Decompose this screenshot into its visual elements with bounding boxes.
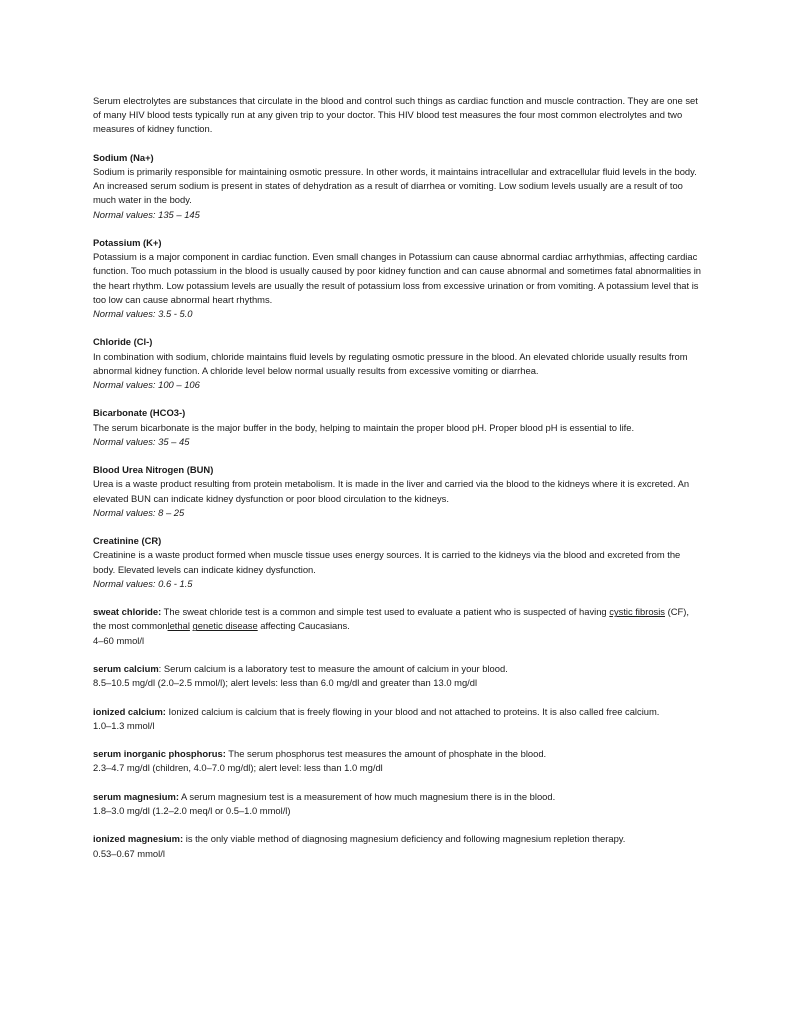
section-body: The serum bicarbonate is the major buffer in the body, helping to maintain the proper blood pH. Proper blood pH is essential to life. bbox=[93, 421, 635, 433]
reference-value: 2.3–4.7 mg/dl (children, 4.0–7.0 mg/dl); alert level: less than 1.0 mg/dl bbox=[93, 762, 383, 774]
section-serum-calcium bbox=[93, 662, 701, 690]
inline-text: The serum phosphorus test measures the amount of phosphate in the blood. bbox=[225, 748, 547, 760]
normal-values: Normal values: 3.5 - 5.0 bbox=[93, 308, 193, 320]
normal-values: Normal values: 135 – 145 bbox=[93, 208, 200, 220]
normal-values: Normal values: 35 – 45 bbox=[93, 435, 190, 447]
intro-paragraph: Serum electrolytes are substances that circulate in the blood and control such things as cardiac function and muscle contraction. They are one set of many HIV blood tests typically run at any given trip to your doctor. This HIV blood test measures the four most common electrolytes and two measures of kidney function. bbox=[93, 95, 698, 135]
section-ionized-calcium bbox=[93, 705, 701, 733]
section-heading: Creatinine (CR) bbox=[93, 535, 162, 547]
genetic-disease-link[interactable]: genetic disease bbox=[192, 620, 258, 632]
reference-value: 8.5–10.5 mg/dl (2.0–2.5 mmol/l); alert levels: less than 6.0 mg/dl and greater than 13.0 mg/dl bbox=[93, 677, 478, 689]
inline-term: ionized calcium: bbox=[93, 705, 166, 717]
section-heading: Chloride (Cl-) bbox=[93, 336, 153, 348]
inline-term: ionized magnesium: bbox=[93, 833, 184, 845]
section-heading: Potassium (K+) bbox=[93, 237, 162, 248]
inline-description bbox=[93, 747, 701, 761]
inline-text: (CF), the most common bbox=[93, 606, 689, 632]
reference-value: 1.0–1.3 mmol/l bbox=[93, 719, 155, 731]
inline-term: serum calcium bbox=[93, 663, 159, 674]
section-body: In combination with sodium, chloride maintains fluid levels by regulating osmotic pressure in the blood. An elevated chloride usually results from abnormal kidney function. A chloride level below normal usually results from excessive vomiting or diarrhea. bbox=[93, 350, 688, 376]
reference-value: 4–60 mmol/l bbox=[93, 634, 145, 646]
inline-description bbox=[93, 790, 701, 804]
inline-description bbox=[93, 662, 701, 676]
inline-text: The sweat chloride test is a common and simple test used to evaluate a patient who is suspected of having bbox=[161, 606, 610, 618]
inline-term: serum inorganic phosphorus: bbox=[93, 748, 226, 760]
normal-values: Normal values: 0.6 - 1.5 bbox=[93, 577, 193, 589]
inline-text: is the only viable method of diagnosing magnesium deficiency and following magnesium repletion therapy. bbox=[183, 833, 626, 845]
section-heading: Blood Urea Nitrogen (BUN) bbox=[93, 464, 214, 476]
inline-term: sweat chloride: bbox=[93, 606, 162, 618]
inline-term: serum magnesium: bbox=[93, 790, 179, 802]
section-sweat-chloride bbox=[93, 605, 701, 648]
section-serum-phosphorus bbox=[93, 747, 701, 775]
inline-text: : Serum calcium is a laboratory test to measure the amount of calcium in your blood. bbox=[158, 663, 508, 674]
reference-value: 1.8–3.0 mg/dl (1.2–2.0 meq/l or 0.5–1.0 mmol/l) bbox=[93, 804, 291, 816]
section-body: Sodium is primarily responsible for maintaining osmotic pressure. In other words, it maintains intracellular and extracellular fluid levels in the body. An increased serum sodium is present in states of dehydration as a result of diarrhea or vomiting. Low sodium levels usually are a result of too much water in the body. bbox=[93, 166, 697, 206]
document-page bbox=[93, 94, 701, 875]
sweat-chloride-description bbox=[93, 605, 701, 633]
normal-values: Normal values: 8 – 25 bbox=[93, 506, 185, 518]
section-body: Potassium is a major component in cardiac function. Even small changes in Potassium can cause abnormal cardiac arrhythmias, affecting cardiac function. Too much potassium in the blood is usually caused by poor kidney function and can cause abnormal and sometimes fatal abnormalities in the heart rhythm. Low potassium levels are usually the result of potassium loss from excessive urination or from vomiting. A potassium level that is too low can cause abnormal heart rhythms. bbox=[93, 251, 701, 305]
cystic-fibrosis-link[interactable]: cystic fibrosis bbox=[609, 606, 665, 618]
inline-description bbox=[93, 832, 701, 846]
reference-value: 0.53–0.67 mmol/l bbox=[93, 847, 165, 859]
section-potassium bbox=[93, 236, 701, 321]
section-heading: Sodium (Na+) bbox=[93, 151, 154, 163]
normal-values: Normal values: 100 – 106 bbox=[93, 379, 200, 391]
section-creatinine bbox=[93, 534, 701, 591]
section-ionized-magnesium bbox=[93, 832, 701, 860]
inline-text: affecting Caucasians. bbox=[257, 620, 350, 632]
section-chloride bbox=[93, 335, 701, 392]
section-heading: Bicarbonate (HCO3-) bbox=[93, 407, 186, 419]
section-bun bbox=[93, 463, 701, 520]
lethal-link[interactable]: lethal bbox=[167, 620, 190, 632]
inline-text: Ionized calcium is calcium that is freely flowing in your blood and not attached to proteins. It is also called free calcium. bbox=[165, 705, 660, 717]
inline-description bbox=[93, 705, 701, 719]
section-bicarbonate bbox=[93, 406, 701, 449]
section-serum-magnesium bbox=[93, 790, 701, 818]
section-body: Creatinine is a waste product formed when muscle tissue uses energy sources. It is carried to the kidneys via the blood and excreted from the body. Elevated levels can indicate kidney dysfunction. bbox=[93, 549, 681, 575]
section-body: Urea is a waste product resulting from protein metabolism. It is made in the liver and carried via the blood to the kidneys where it is excreted. An elevated BUN can indicate kidney dysfunction or poor blood circulation to the kidneys. bbox=[93, 478, 690, 504]
section-sodium bbox=[93, 151, 701, 222]
inline-text: A serum magnesium test is a measurement of how much magnesium there is in the blood. bbox=[178, 790, 556, 802]
